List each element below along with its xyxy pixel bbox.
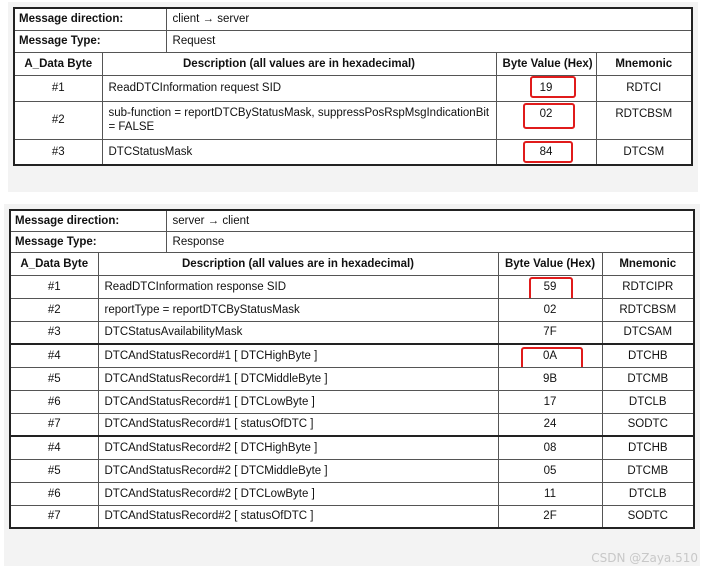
request-header-row [14,52,692,75]
description-cell: sub-function = reportDTCByStatusMask, suppressPosRspMsgIndicationBit = FALSE [102,101,496,139]
table-row [14,139,692,165]
response-type-row [10,231,694,252]
response-direction-label: Message direction: [10,210,166,231]
byte-value-text: 24 [543,418,557,431]
byte-value-text: 9B [542,372,558,385]
request-direction-label: Message direction: [14,8,166,30]
byte-value-cell [496,139,596,165]
data-byte-cell: #6 [10,390,98,413]
header-mnemonic: Mnemonic [602,252,694,275]
data-byte-cell: #3 [14,139,102,165]
byte-value-cell [498,298,602,321]
table-row [14,75,692,101]
byte-value-text: 11 [544,487,556,500]
description-cell: DTCStatusMask [102,139,496,165]
data-byte-cell: #1 [10,275,98,298]
mnemonic-cell: RDTCI [596,75,692,101]
table-row [10,436,694,459]
mnemonic-cell: DTCSM [596,139,692,165]
description-cell: DTCAndStatusRecord#1 [ DTCLowByte ] [98,390,498,413]
header-mnemonic: Mnemonic [596,52,692,75]
mnemonic-cell: SODTC [602,413,694,436]
byte-value-cell [498,390,602,413]
table-row [14,101,692,139]
byte-value-text: 0A [542,349,558,362]
watermark: CSDN @Zaya.510 [591,551,698,565]
byte-value-text: 2F [543,510,557,523]
description-cell: DTCAndStatusRecord#2 [ DTCHighByte ] [98,436,498,459]
response-table [9,209,695,529]
mnemonic-cell: DTCLB [602,482,694,505]
request-table-panel [8,2,698,192]
header-byte-value: Byte Value (Hex) [496,52,596,75]
request-direction-row [14,8,692,30]
byte-value-cell [498,482,602,505]
table-row [10,413,694,436]
data-byte-cell: #7 [10,413,98,436]
byte-value-cell [498,413,602,436]
mnemonic-cell: DTCLB [602,390,694,413]
byte-value-text: 84 [539,145,553,158]
table-row [10,298,694,321]
byte-value-cell [496,101,596,139]
table-row [10,321,694,344]
table-row [10,390,694,413]
mnemonic-cell: DTCHB [602,344,694,367]
highlight-box [530,76,576,98]
description-cell: reportType = reportDTCByStatusMask [98,298,498,321]
byte-value-cell [496,75,596,101]
data-byte-cell: #1 [14,75,102,101]
request-type-label: Message Type: [14,30,166,52]
header-description: Description (all values are in hexadecimal) [102,52,496,75]
description-cell: ReadDTCInformation request SID [102,75,496,101]
mnemonic-cell: DTCSAM [602,321,694,344]
request-direction-value: client → server [166,8,692,30]
response-header-row [10,252,694,275]
description-cell: DTCAndStatusRecord#2 [ DTCLowByte ] [98,482,498,505]
mnemonic-cell: DTCMB [602,459,694,482]
description-cell: DTCAndStatusRecord#2 [ statusOfDTC ] [98,505,498,528]
description-cell: DTCAndStatusRecord#1 [ DTCHighByte ] [98,344,498,367]
response-type-label: Message Type: [10,231,166,252]
mnemonic-cell: SODTC [602,505,694,528]
byte-value-text: 08 [543,441,557,454]
data-byte-cell: #4 [10,344,98,367]
byte-value-text: 02 [539,107,553,120]
byte-value-text: 05 [543,464,557,477]
description-cell: DTCStatusAvailabilityMask [98,321,498,344]
data-byte-cell: #5 [10,367,98,390]
data-byte-cell: #2 [14,101,102,139]
mnemonic-cell: RDTCBSM [602,298,694,321]
data-byte-cell: #4 [10,436,98,459]
byte-value-cell [498,344,602,367]
request-type-row [14,30,692,52]
byte-value-text: 17 [543,395,557,408]
mnemonic-cell: DTCHB [602,436,694,459]
response-direction-row [10,210,694,231]
byte-value-text: 02 [543,303,557,316]
description-cell: ReadDTCInformation response SID [98,275,498,298]
response-type-value: Response [166,231,694,252]
mnemonic-cell: RDTCIPR [602,275,694,298]
table-row [10,482,694,505]
table-row [10,275,694,298]
description-cell: DTCAndStatusRecord#1 [ DTCMiddleByte ] [98,367,498,390]
byte-value-text: 7F [543,326,557,339]
byte-value-cell [498,275,602,298]
byte-value-cell [498,459,602,482]
data-byte-cell: #3 [10,321,98,344]
byte-value-text: 59 [543,280,557,293]
description-cell: DTCAndStatusRecord#2 [ DTCMiddleByte ] [98,459,498,482]
table-row [10,344,694,367]
request-table [13,7,693,166]
response-table-panel [4,204,700,566]
header-data-byte: A_Data Byte [14,52,102,75]
byte-value-cell [498,436,602,459]
table-row [10,505,694,528]
header-data-byte: A_Data Byte [10,252,98,275]
mnemonic-cell: DTCMB [602,367,694,390]
byte-value-cell [498,505,602,528]
response-direction-value: server → client [166,210,694,231]
byte-value-cell [498,367,602,390]
header-byte-value: Byte Value (Hex) [498,252,602,275]
byte-value-text: 19 [539,82,553,94]
data-byte-cell: #7 [10,505,98,528]
data-byte-cell: #2 [10,298,98,321]
description-cell: DTCAndStatusRecord#1 [ statusOfDTC ] [98,413,498,436]
table-row [10,459,694,482]
request-type-value: Request [166,30,692,52]
mnemonic-cell: RDTCBSM [596,101,692,139]
header-description: Description (all values are in hexadecimal) [98,252,498,275]
byte-value-cell [498,321,602,344]
data-byte-cell: #6 [10,482,98,505]
data-byte-cell: #5 [10,459,98,482]
table-row [10,367,694,390]
